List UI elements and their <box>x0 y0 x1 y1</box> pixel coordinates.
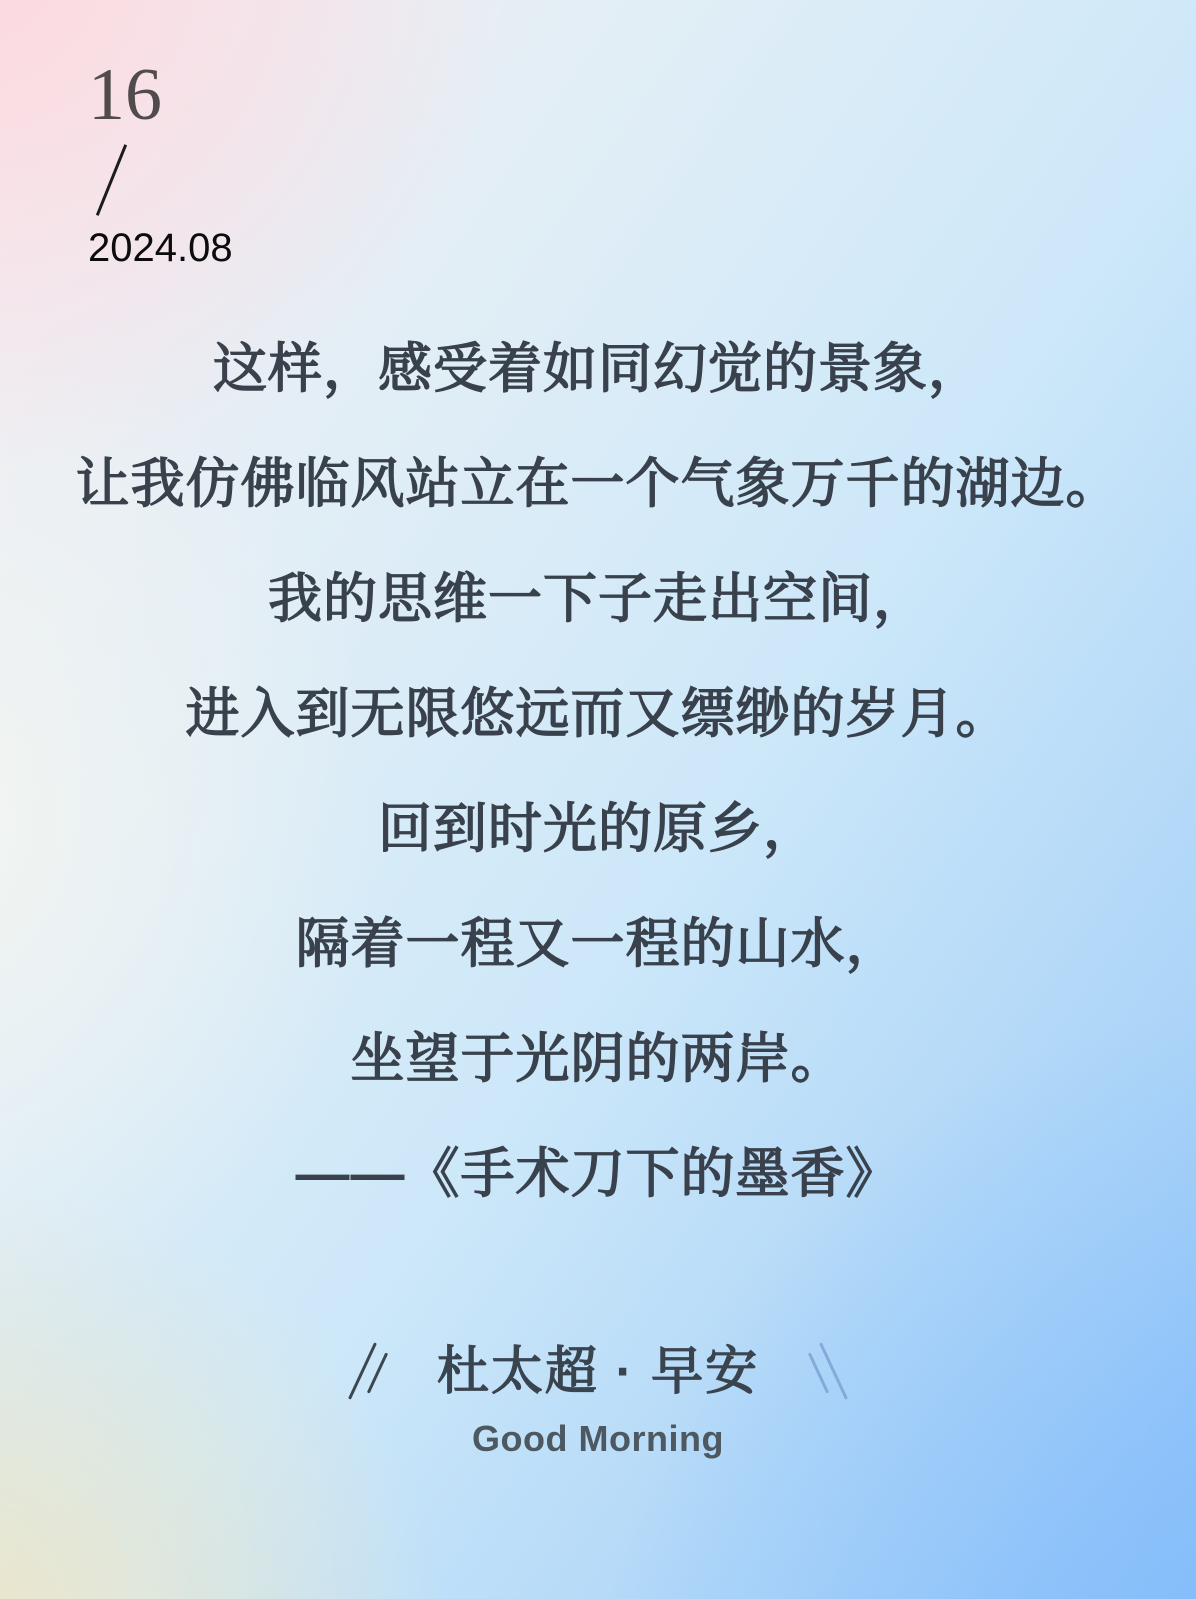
date-month: 2024.08 <box>88 226 233 270</box>
slash-line <box>96 144 127 215</box>
slash-line <box>819 1342 848 1399</box>
poem-line-4: 进入到无限悠远而又缥缈的岁月。 <box>185 684 1011 744</box>
date-slash-icon <box>92 140 132 220</box>
poem-line-3: 我的思维一下子走出空间， <box>268 569 928 629</box>
poem-line-5: 回到时光的原乡， <box>378 799 818 859</box>
slash-line <box>348 1342 377 1399</box>
poem <box>0 312 1196 1232</box>
poem-line-6: 隔着一程又一程的山水， <box>295 914 901 974</box>
poem-line-1: 这样，感受着如同幻觉的景象， <box>213 339 983 399</box>
date-block <box>88 54 233 270</box>
poem-line-2: 让我仿佛临风站立在一个气象万千的湖边。 <box>75 454 1121 514</box>
double-slash-forward-icon <box>349 1339 395 1405</box>
date-day: 16 <box>88 54 162 136</box>
double-slash-backward-icon <box>801 1339 847 1405</box>
author-signature: 杜太超 · 早安 <box>436 1343 760 1401</box>
footer-signature-row <box>349 1336 847 1408</box>
poem-citation: ——《手术刀下的墨香》 <box>295 1144 901 1204</box>
footer <box>0 1336 1196 1460</box>
poem-line-7: 坐望于光阴的两岸。 <box>350 1029 846 1089</box>
good-morning-label: Good Morning <box>472 1418 724 1459</box>
